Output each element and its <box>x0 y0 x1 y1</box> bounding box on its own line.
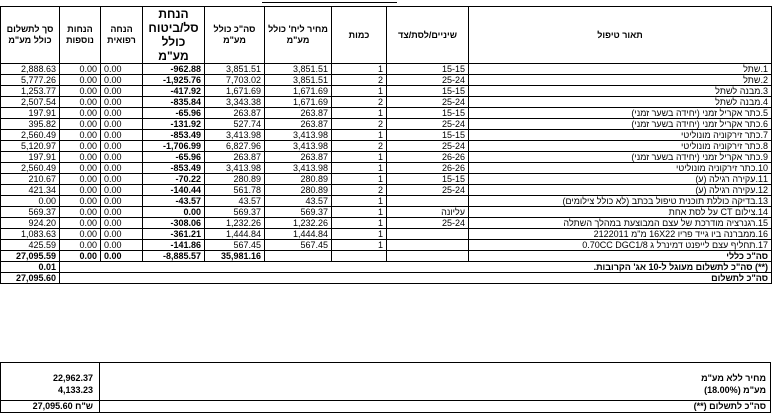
teeth-cell: 26-26 <box>387 163 469 174</box>
vat-value: 4,133.23 <box>57 385 93 395</box>
teeth-cell: 25-24 <box>387 141 469 152</box>
teeth-cell: עליונה <box>387 207 469 218</box>
pay-total-cell: 197.91 <box>1 108 60 119</box>
pay-total-cell: 210.67 <box>1 174 60 185</box>
description-cell: 3.מבנה לשתל <box>469 86 772 97</box>
col-total: סה"כ כולל מע"מ <box>205 7 265 64</box>
col-quantity: כמות <box>332 7 387 64</box>
table-row <box>1 119 772 130</box>
col-medical-discount: הנחה רפואית <box>101 7 143 64</box>
table-body <box>1 64 772 284</box>
total-cell: 280.89 <box>205 174 265 185</box>
insurance-discount-cell: -361.21 <box>143 229 205 240</box>
teeth-cell: 15-15 <box>387 174 469 185</box>
pay-total-cell: 924.20 <box>1 218 60 229</box>
grand-total-label: סה"כ לתשלום (**) <box>693 401 766 411</box>
description-cell: 1.שתל <box>469 64 772 75</box>
pay-total-cell: 197.91 <box>1 152 60 163</box>
summary-divider <box>99 363 100 412</box>
quantity-cell: 1 <box>332 86 387 97</box>
medical-discount-cell: 0.00 <box>101 207 143 218</box>
insurance-discount-cell: -131.92 <box>143 119 205 130</box>
to-pay-row <box>1 273 772 284</box>
pay-total-cell: 2,507.54 <box>1 97 60 108</box>
extra-discounts-cell: 0.00 <box>60 185 101 196</box>
totals-empty-cell <box>332 251 387 262</box>
totals-empty-cell <box>265 251 332 262</box>
unit-price-cell: 280.89 <box>265 174 332 185</box>
table-row <box>1 64 772 75</box>
description-cell: 2.שתל <box>469 75 772 86</box>
extra-discounts-cell: 0.00 <box>60 119 101 130</box>
unit-price-cell: 263.87 <box>265 152 332 163</box>
totals-empty-cell <box>387 251 469 262</box>
quantity-cell: 2 <box>332 97 387 108</box>
teeth-cell: 15-15 <box>387 130 469 141</box>
extra-discounts-cell: 0.00 <box>60 108 101 119</box>
total-cell: 561.78 <box>205 185 265 196</box>
rounding-row <box>1 262 772 273</box>
table-row <box>1 207 772 218</box>
header-underline <box>262 2 397 3</box>
pay-total-cell: 5,777.26 <box>1 75 60 86</box>
teeth-cell: 25-24 <box>387 97 469 108</box>
description-cell: 11.עקירה רגילה (ע) <box>469 174 772 185</box>
unit-price-cell: 1,671.69 <box>265 97 332 108</box>
unit-price-cell: 1,671.69 <box>265 86 332 97</box>
insurance-discount-cell: -43.57 <box>143 196 205 207</box>
header-row <box>1 7 772 64</box>
total-cell: 3,851.51 <box>205 64 265 75</box>
description-cell: 12.עקירה רגילה (ע) <box>469 185 772 196</box>
medical-discount-cell: 0.00 <box>101 240 143 251</box>
medical-discount-cell: 0.00 <box>101 229 143 240</box>
insurance-discount-cell: -65.96 <box>143 108 205 119</box>
total-cell: 263.87 <box>205 152 265 163</box>
extra-discounts-cell: 0.00 <box>60 141 101 152</box>
insurance-discount-cell: -962.88 <box>143 64 205 75</box>
teeth-cell <box>387 196 469 207</box>
teeth-cell: 26-26 <box>387 152 469 163</box>
table-row <box>1 86 772 97</box>
insurance-discount-cell: -417.92 <box>143 86 205 97</box>
medical-discount-cell: 0.00 <box>101 185 143 196</box>
table-row <box>1 174 772 185</box>
total-cell: 1,444.84 <box>205 229 265 240</box>
teeth-cell: 15-15 <box>387 108 469 119</box>
table-row <box>1 75 772 86</box>
extra-discounts-cell: 0.00 <box>60 75 101 86</box>
unit-price-cell: 3,851.51 <box>265 75 332 86</box>
table-row <box>1 163 772 174</box>
pay-total-cell: 421.34 <box>1 185 60 196</box>
price-no-vat-value: 22,962.37 <box>52 373 93 383</box>
quantity-cell: 2 <box>332 185 387 196</box>
pay-total-cell: 2,560.49 <box>1 163 60 174</box>
teeth-cell <box>387 240 469 251</box>
extra-discounts-cell: 0.00 <box>60 218 101 229</box>
table-row <box>1 229 772 240</box>
teeth-cell: 25-24 <box>387 119 469 130</box>
rounding-note: (**) סה"כ לתשלום מעוגל ל-10 אג' הקרובות. <box>60 262 772 273</box>
extra-discounts-cell: 0.00 <box>60 174 101 185</box>
insurance-discount-cell: -65.96 <box>143 152 205 163</box>
total-cell: 567.45 <box>205 240 265 251</box>
medical-discount-cell: 0.00 <box>101 119 143 130</box>
extra-discounts-cell: 0.00 <box>60 207 101 218</box>
quantity-cell: 1 <box>332 163 387 174</box>
unit-price-cell: 3,413.98 <box>265 130 332 141</box>
description-cell: 9.כתר אקריל זמני (יחידה בשער זמני) <box>469 152 772 163</box>
col-unit-price: מחיר ליח' כולל מע"מ <box>265 7 332 64</box>
quantity-cell: 1 <box>332 218 387 229</box>
extra-discounts-cell: 0.00 <box>60 97 101 108</box>
description-cell: 14.צילום CT על לסת אחת <box>469 207 772 218</box>
table-row <box>1 152 772 163</box>
extra-discounts-cell: 0.00 <box>60 163 101 174</box>
summary-box <box>0 362 771 413</box>
table-row <box>1 130 772 141</box>
extra-discounts-cell: 0.00 <box>60 196 101 207</box>
table-row <box>1 185 772 196</box>
quantity-cell: 1 <box>332 196 387 207</box>
col-insurance-discount: הנחת סל/ביטוח כולל מע"מ <box>143 7 205 64</box>
medical-discount-cell: 0.00 <box>101 174 143 185</box>
total-cell: 527.74 <box>205 119 265 130</box>
medical-discount-cell: 0.00 <box>101 108 143 119</box>
medical-discount-cell: 0.00 <box>101 97 143 108</box>
description-cell: 6.כתר אקריל זמני (יחידה בשער זמני) <box>469 119 772 130</box>
col-pay-total: סך לתשלום כולל מע"מ <box>1 7 60 64</box>
quantity-cell: 1 <box>332 152 387 163</box>
total-cell: 263.87 <box>205 108 265 119</box>
description-cell: 8.כתר זירקוניה מונוליטי <box>469 141 772 152</box>
unit-price-cell: 567.45 <box>265 240 332 251</box>
teeth-cell: 25-24 <box>387 218 469 229</box>
total-cell: 3,413.98 <box>205 130 265 141</box>
insurance-discount-cell: -1,706.99 <box>143 141 205 152</box>
unit-price-cell: 43.57 <box>265 196 332 207</box>
teeth-cell: 25-24 <box>387 185 469 196</box>
to-pay-label: סה"כ לתשלום <box>60 273 772 284</box>
col-description: תאור טיפול <box>469 7 772 64</box>
total-cell: 1,232.26 <box>205 218 265 229</box>
total-cell: 43.57 <box>205 196 265 207</box>
pay-total-cell: 1,253.77 <box>1 86 60 97</box>
extra-discounts-cell: 0.00 <box>60 64 101 75</box>
unit-price-cell: 1,232.26 <box>265 218 332 229</box>
description-cell: 15.רגנרציה מודרכת של עצם המבוצעת במהלך השתלה <box>469 218 772 229</box>
medical-discount-cell: 0.00 <box>101 152 143 163</box>
medical-discount-cell: 0.00 <box>101 218 143 229</box>
extra-discounts-cell: 0.00 <box>60 152 101 163</box>
pay-total-cell: 2,888.63 <box>1 64 60 75</box>
insurance-discount-cell: -141.86 <box>143 240 205 251</box>
unit-price-cell: 1,444.84 <box>265 229 332 240</box>
insurance-discount-cell: -853.49 <box>143 163 205 174</box>
quantity-cell: 1 <box>332 64 387 75</box>
medical-discount-cell: 0.00 <box>101 196 143 207</box>
total-cell: 1,671.69 <box>205 86 265 97</box>
total-cell: 569.37 <box>205 207 265 218</box>
extra-discounts-cell: 0.00 <box>60 130 101 141</box>
teeth-cell: 15-15 <box>387 86 469 97</box>
medical-discount-cell: 0.00 <box>101 64 143 75</box>
insurance-discount-cell: -1,925.76 <box>143 75 205 86</box>
pay-total-cell: 2,560.49 <box>1 130 60 141</box>
insurance-discount-cell: 0.00 <box>143 207 205 218</box>
description-cell: 5.כתר אקריל זמני (יחידה בשער זמני) <box>469 108 772 119</box>
quantity-cell: 1 <box>332 174 387 185</box>
medical-discount-cell: 0.00 <box>101 130 143 141</box>
quantity-cell: 1 <box>332 130 387 141</box>
description-cell: 7.כתר זירקוניה מונוליטי <box>469 130 772 141</box>
pay-total-cell: 425.59 <box>1 240 60 251</box>
description-cell: 4.מבנה לשתל <box>469 97 772 108</box>
medical-discount-cell: 0.00 <box>101 163 143 174</box>
description-cell: 10.כתר זירקוניה מונוליטי <box>469 163 772 174</box>
unit-price-cell: 263.87 <box>265 119 332 130</box>
totals-medical-discount: 0.00 <box>101 251 143 262</box>
pay-total-cell: 5,120.97 <box>1 141 60 152</box>
description-cell: 17.תחליף עצם לייפנט דמינרל ג 0.70CC DGC1/8 <box>469 240 772 251</box>
medical-discount-cell: 0.00 <box>101 75 143 86</box>
table-row <box>1 196 772 207</box>
totals-extra-discounts: 0.00 <box>60 251 101 262</box>
extra-discounts-cell: 0.00 <box>60 229 101 240</box>
medical-discount-cell: 0.00 <box>101 141 143 152</box>
unit-price-cell: 3,851.51 <box>265 64 332 75</box>
unit-price-cell: 263.87 <box>265 108 332 119</box>
totals-pay-total: 27,095.59 <box>1 251 60 262</box>
totals-total: 35,981.16 <box>205 251 265 262</box>
teeth-cell <box>387 229 469 240</box>
quantity-cell: 2 <box>332 75 387 86</box>
summary-separator <box>1 400 770 401</box>
teeth-cell: 25-24 <box>387 75 469 86</box>
extra-discounts-cell: 0.00 <box>60 86 101 97</box>
quantity-cell: 2 <box>332 119 387 130</box>
total-cell: 3,343.38 <box>205 97 265 108</box>
col-teeth: שיניים/לסת/צד <box>387 7 469 64</box>
insurance-discount-cell: -70.22 <box>143 174 205 185</box>
quantity-cell: 1 <box>332 229 387 240</box>
vat-label: מע"מ (18.00%) <box>704 385 766 395</box>
table-row <box>1 97 772 108</box>
insurance-discount-cell: -835.84 <box>143 97 205 108</box>
price-no-vat-label: מחיר ללא מע"מ <box>701 373 766 383</box>
pay-total-cell: 569.37 <box>1 207 60 218</box>
treatment-table <box>0 6 772 284</box>
table-row <box>1 108 772 119</box>
total-cell: 7,703.02 <box>205 75 265 86</box>
table-row <box>1 141 772 152</box>
total-cell: 3,413.98 <box>205 163 265 174</box>
insurance-discount-cell: -140.44 <box>143 185 205 196</box>
pay-total-cell: 1,083.63 <box>1 229 60 240</box>
totals-row <box>1 251 772 262</box>
col-extra-discounts: הנחות נוספות <box>60 7 101 64</box>
totals-insurance-discount: -8,885.57 <box>143 251 205 262</box>
teeth-cell: 15-15 <box>387 64 469 75</box>
description-cell: 13.בדיקה כוללת תוכנית טיפול בכתב (לא כולל צילומים) <box>469 196 772 207</box>
to-pay-value: 27,095.60 <box>1 273 60 284</box>
insurance-discount-cell: -308.06 <box>143 218 205 229</box>
table-row <box>1 240 772 251</box>
unit-price-cell: 3,413.98 <box>265 141 332 152</box>
unit-price-cell: 280.89 <box>265 185 332 196</box>
insurance-discount-cell: -853.49 <box>143 130 205 141</box>
unit-price-cell: 569.37 <box>265 207 332 218</box>
grand-total-value: 27,095.60 ש"ח <box>32 401 93 411</box>
totals-label: סה"כ כללי <box>469 251 772 262</box>
pay-total-cell: 0.00 <box>1 196 60 207</box>
quantity-cell: 1 <box>332 108 387 119</box>
rounding-value: 0.01 <box>1 262 60 273</box>
table-row <box>1 218 772 229</box>
quantity-cell: 2 <box>332 141 387 152</box>
extra-discounts-cell: 0.00 <box>60 240 101 251</box>
description-cell: 16.ממברנה ביו גייד פריו 16X22 מ"מ 2122011 <box>469 229 772 240</box>
quantity-cell: 1 <box>332 207 387 218</box>
quantity-cell: 1 <box>332 240 387 251</box>
unit-price-cell: 3,413.98 <box>265 163 332 174</box>
pay-total-cell: 395.82 <box>1 119 60 130</box>
medical-discount-cell: 0.00 <box>101 86 143 97</box>
total-cell: 6,827.96 <box>205 141 265 152</box>
